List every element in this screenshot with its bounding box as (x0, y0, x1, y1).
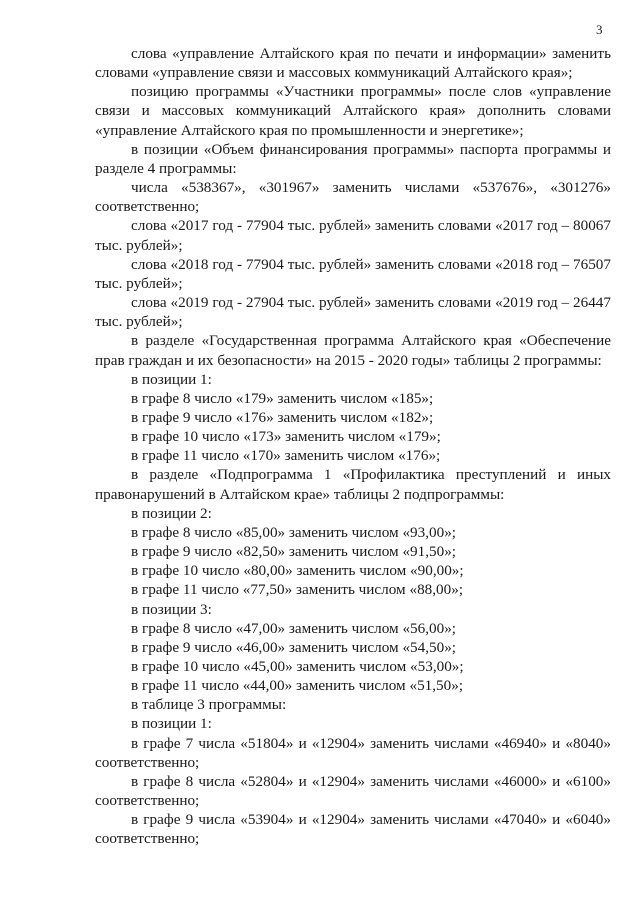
paragraph: в графе 8 число «47,00» заменить числом «56,00»; (131, 619, 457, 637)
paragraph: в графе 8 число «179» заменить числом «185»; (131, 389, 434, 407)
document-body (95, 44, 611, 849)
paragraph: в таблице 3 программы: (131, 696, 287, 714)
paragraph: в разделе «Подпрограмма 1 «Профилактика преступлений и иных правонарушений в Алтайском крае» таблицы 2 подпрограммы: (95, 466, 611, 503)
paragraph: в графе 11 число «170» заменить числом «176»; (131, 447, 441, 465)
paragraph: в графе 10 число «45,00» заменить числом «53,00»; (131, 658, 464, 675)
paragraph: слова «2017 год - 77904 тыс. рублей» заменить словами «2017 год – 80067 тыс. рублей»; (95, 217, 611, 254)
paragraph: в позиции 1: (131, 370, 212, 388)
paragraph: позицию программы «Участники программы» после слов «управление связи и массовых коммуникаций Алтайского края» дополнить словами «управление Алтайского края по промышленности и энергетике»; (95, 83, 611, 139)
page-number: 3 (596, 22, 603, 37)
paragraph: в графе 9 число «176» заменить числом «182»; (131, 408, 434, 426)
paragraph: слова «2018 год - 77904 тыс. рублей» заменить словами «2018 год – 76507 тыс. рублей»; (95, 255, 611, 292)
paragraph: в графе 9 числа «53904» и «12904» заменить числами «47040» и «6040» соответственно; (95, 811, 611, 848)
paragraph: числа «538367», «301967» заменить числами «537676», «301276» соответственно; (95, 179, 611, 216)
paragraph: в графе 10 число «80,00» заменить числом «90,00»; (131, 562, 464, 580)
paragraph: в графе 9 число «82,50» заменить числом «91,50»; (131, 543, 457, 561)
paragraph: в разделе «Государственная программа Алтайского края «Обеспечение прав граждан и их безопасности» на 2015 - 2020 годы» таблицы 2 программы: (95, 332, 611, 369)
paragraph: в графе 7 числа «51804» и «12904» заменить числами «46940» и «8040» соответственно; (95, 734, 611, 771)
paragraph: в позиции 2: (131, 504, 212, 522)
paragraph: в позиции «Объем финансирования программы» паспорта программы и разделе 4 программы: (95, 140, 611, 177)
paragraph: в позиции 1: (131, 715, 212, 733)
paragraph: в графе 8 числа «52804» и «12904» заменить числами «46000» и «6100» соответственно; (95, 772, 611, 810)
paragraph: в графе 11 число «77,50» заменить числом «88,00»; (131, 581, 464, 599)
paragraph: в позиции 3: (131, 600, 212, 618)
paragraph: в графе 9 число «46,00» заменить числом «54,50»; (131, 638, 457, 656)
paragraph: в графе 10 число «173» заменить числом «179»; (131, 428, 441, 446)
paragraph: слова «2019 год - 27904 тыс. рублей» заменить словами «2019 год – 26447 тыс. рублей»; (95, 294, 611, 331)
paragraph: слова «управление Алтайского края по печати и информации» заменить словами «управление связи и массовых коммуникаций Алтайского края»; (95, 45, 611, 82)
paragraph: в графе 11 число «44,00» заменить числом «51,50»; (131, 677, 464, 695)
paragraph: в графе 8 число «85,00» заменить числом «93,00»; (131, 523, 457, 541)
